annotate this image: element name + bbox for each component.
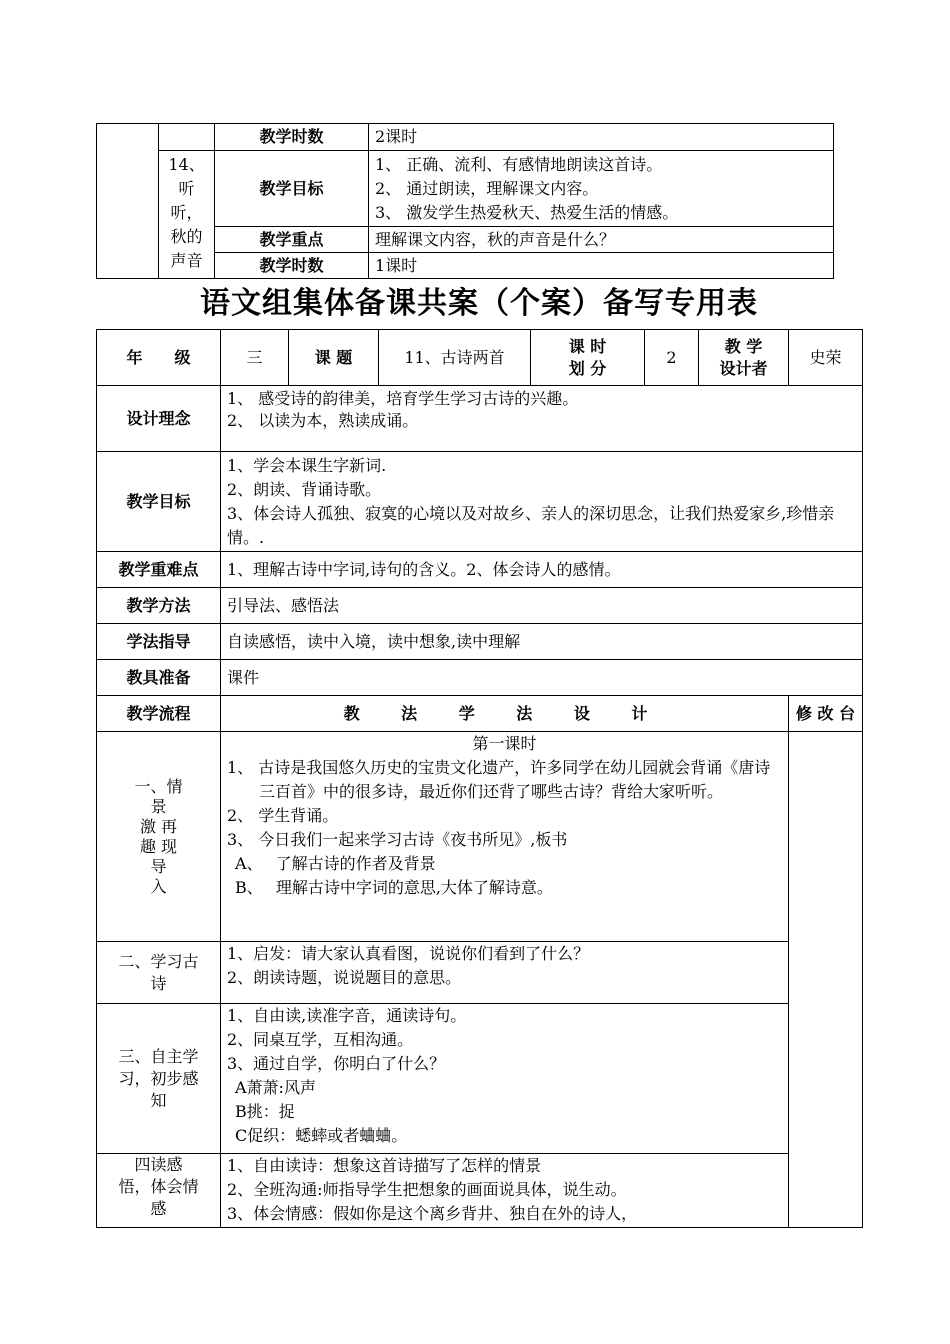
- goals-label: 教学目标: [97, 452, 221, 552]
- blank-cell: [97, 124, 159, 279]
- hours-label: 教学时数: [215, 253, 369, 279]
- study-label: 学法指导: [97, 624, 221, 660]
- goals-line: 1、学会本课生字新词.: [227, 455, 387, 475]
- concept-label: 设计理念: [97, 386, 221, 452]
- difficulty-value: 1、理解古诗中字词,诗句的含义。2、体会诗人的感情。: [221, 552, 863, 588]
- flow-step-line: 感: [150, 1199, 167, 1218]
- flow-line: B挑：捉: [235, 1102, 295, 1121]
- period-label: [531, 330, 645, 386]
- period-value: 2: [645, 330, 699, 386]
- flow-content: [221, 732, 789, 942]
- goal-label: 教学目标: [215, 151, 369, 227]
- flow-content: [221, 1154, 789, 1228]
- page-title: 语文组集体备课共案（个案）备写专用表: [200, 286, 758, 321]
- lesson-name-line: 听，: [170, 203, 203, 222]
- goal-item: 2、 通过朗读，理解课文内容。: [375, 178, 599, 198]
- flow-line: 2、同桌互学，互相沟通。: [227, 1030, 414, 1049]
- grade-value: 三: [221, 330, 289, 386]
- flow-step-line: 激 再: [139, 816, 178, 836]
- hours-label: 教学时数: [215, 124, 369, 151]
- designer-value: 史荣: [789, 330, 863, 386]
- design-label: 教 法 学 法 设 计: [221, 696, 789, 732]
- flow-line: 2、朗读诗题，说说题目的意思。: [227, 968, 462, 987]
- goals-line: 3、体会诗人孤独、寂寞的心境以及对故乡、亲人的深切思念，让我们热爱家乡,珍惜亲情。.: [227, 503, 835, 547]
- flow-line: 1、 古诗是我国悠久历史的宝贵文化遗产，许多同学在幼儿园就会背诵《唐诗三百首》中的很多诗，最近你们还背了哪些古诗？背给大家听听。: [227, 758, 771, 801]
- lesson-plan-table: [96, 329, 863, 1228]
- lesson-name-line: 14、: [168, 155, 205, 174]
- flow-step-line: 二、学习古: [118, 951, 199, 971]
- revise-area: [789, 732, 863, 1228]
- goal-list: [369, 151, 834, 227]
- flow-line: A萧萧:风声: [235, 1078, 316, 1097]
- flow-step-line: 一、情: [134, 776, 183, 796]
- method-value: 引导法、感悟法: [221, 588, 863, 624]
- flow-step-line: 习，初步感: [118, 1068, 199, 1088]
- tools-value: 课件: [221, 660, 863, 696]
- flow-step-line: 知: [150, 1090, 167, 1110]
- hours-value: 2课时: [369, 124, 834, 151]
- flow-step-line: 趣 现: [139, 836, 178, 856]
- flow-step-line: 导: [150, 856, 167, 876]
- period-label-line: 划 分: [568, 358, 607, 378]
- flow-line: 1、自由读,读准字音，通读诗句。: [227, 1006, 467, 1025]
- flow-step: [97, 1154, 221, 1228]
- flow-line: 3、通过自学，你明白了什么？: [227, 1054, 446, 1073]
- flow-step-line: 景: [150, 796, 167, 816]
- tools-label: 教具准备: [97, 660, 221, 696]
- goal-item: 3、 激发学生热爱秋天、热爱生活的情感。: [375, 202, 679, 222]
- lesson-name-line: 听: [178, 179, 195, 198]
- concept-content: [221, 386, 863, 452]
- focus-value: 理解课文内容，秋的声音是什么？: [369, 227, 834, 253]
- flow-step-line: 入: [150, 876, 167, 896]
- topic-value: 11、古诗两首: [379, 330, 531, 386]
- goal-item: 1、 正确、流利、有感情地朗读这首诗。: [375, 154, 663, 174]
- designer-label-line: 教 学: [724, 336, 763, 356]
- flow-line: 3、体会情感：假如你是这个离乡背井、独自在外的诗人，: [227, 1204, 638, 1223]
- goals-content: [221, 452, 863, 552]
- designer-label: [699, 330, 789, 386]
- flow-step: [97, 942, 221, 1004]
- flow-label: 教学流程: [97, 696, 221, 732]
- flow-line: A、 了解古诗的作者及背景: [235, 854, 436, 873]
- difficulty-label: 教学重难点: [97, 552, 221, 588]
- flow-content: [221, 1004, 789, 1154]
- study-value: 自读感悟，读中入境，读中想象,读中理解: [221, 624, 863, 660]
- blank-cell: [159, 124, 215, 151]
- revise-label: 修 改 台: [789, 696, 863, 732]
- flow-line: 1、启发：请大家认真看图，说说你们看到了什么？: [227, 944, 590, 963]
- period-label-line: 课 时: [568, 336, 607, 356]
- hours-value: 1课时: [369, 253, 834, 279]
- goals-line: 2、朗读、背诵诗歌。: [227, 479, 382, 499]
- lesson-name: [159, 151, 215, 279]
- flow-line: C促织：蟋蟀或者蛐蛐。: [235, 1126, 408, 1145]
- flow-line: B、 理解古诗中字词的意思,大体了解诗意。: [235, 878, 553, 897]
- flow-line: 2、全班沟通:师指导学生把想象的画面说具体，说生动。: [227, 1180, 627, 1199]
- flow-step-line: 四读感: [134, 1155, 183, 1174]
- concept-line: 2、 以读为本，熟读成诵。: [227, 411, 419, 430]
- method-label: 教学方法: [97, 588, 221, 624]
- flow-line: 1、自由读诗：想象这首诗描写了怎样的情景: [227, 1156, 542, 1175]
- designer-label-line: 设计者: [719, 358, 768, 378]
- concept-line: 1、 感受诗的韵律美，培育学生学习古诗的兴趣。: [227, 389, 579, 408]
- flow-step-line: 悟，体会情: [118, 1177, 199, 1196]
- flow-step-line: 诗: [150, 973, 167, 993]
- flow-line: 第一课时: [472, 734, 537, 753]
- lesson-name-line: 声音: [170, 251, 203, 270]
- flow-step: [97, 732, 221, 942]
- previous-lesson-table: [96, 123, 834, 279]
- flow-line: 3、 今日我们一起来学习古诗《夜书所见》,板书: [227, 830, 568, 849]
- flow-line: 2、 学生背诵。: [227, 806, 339, 825]
- topic-label: 课 题: [289, 330, 379, 386]
- flow-content: [221, 942, 789, 1004]
- lesson-name-line: 秋的: [170, 227, 203, 246]
- flow-step-line: 三、自主学: [118, 1046, 199, 1066]
- grade-label: 年 级: [97, 330, 221, 386]
- focus-label: 教学重点: [215, 227, 369, 253]
- flow-step: [97, 1004, 221, 1154]
